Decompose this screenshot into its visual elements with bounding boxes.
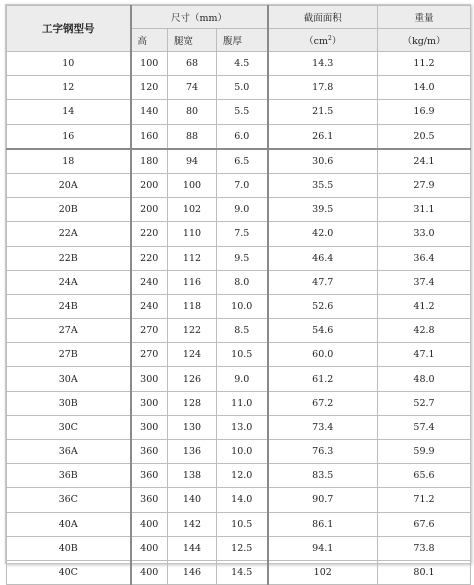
- height-cell: 220: [131, 246, 168, 270]
- table-body: [7, 52, 471, 585]
- area-cell: 39.5: [268, 198, 378, 222]
- weight-cell: 37.4: [378, 270, 471, 294]
- area-cell: 76.3: [268, 440, 378, 464]
- height-cell: 240: [131, 294, 168, 318]
- header-weight: 重量: [378, 6, 471, 29]
- weight-cell: 47.1: [378, 343, 471, 367]
- web-thickness-cell: 5.0: [217, 76, 268, 100]
- header-model: 工字钢型号: [7, 6, 131, 52]
- leg-width-cell: 136: [168, 440, 217, 464]
- web-thickness-cell: 9.0: [217, 367, 268, 391]
- model-cell: 16: [7, 124, 131, 149]
- table-header: [7, 6, 471, 52]
- weight-cell: 11.2: [378, 52, 471, 76]
- table-row: [7, 52, 471, 76]
- web-thickness-cell: 10.5: [217, 343, 268, 367]
- model-cell: 40B: [7, 536, 131, 560]
- table-row: [7, 391, 471, 415]
- weight-cell: 20.5: [378, 124, 471, 149]
- header-web-thickness: 腹厚: [217, 29, 268, 52]
- weight-cell: 73.8: [378, 536, 471, 560]
- height-cell: 270: [131, 319, 168, 343]
- weight-cell: 59.9: [378, 440, 471, 464]
- weight-cell: 31.1: [378, 198, 471, 222]
- leg-width-cell: 112: [168, 246, 217, 270]
- table-row: [7, 415, 471, 439]
- weight-cell: 42.8: [378, 319, 471, 343]
- height-cell: 180: [131, 149, 168, 174]
- model-cell: 14: [7, 100, 131, 124]
- weight-cell: 16.9: [378, 100, 471, 124]
- header-area-unit: $(cm^2)$: [268, 29, 378, 52]
- leg-width-cell: 74: [168, 76, 217, 100]
- weight-cell: 80.1: [378, 560, 471, 584]
- weight-cell: 57.4: [378, 415, 471, 439]
- model-cell: 22B: [7, 246, 131, 270]
- area-cell: 17.8: [268, 76, 378, 100]
- area-cell: 102: [268, 560, 378, 584]
- model-cell: 30B: [7, 391, 131, 415]
- height-cell: 300: [131, 367, 168, 391]
- area-cell: 90.7: [268, 488, 378, 512]
- table-row: [7, 488, 471, 512]
- model-cell: 40A: [7, 512, 131, 536]
- height-cell: 400: [131, 560, 168, 584]
- model-cell: 27B: [7, 343, 131, 367]
- model-cell: 36C: [7, 488, 131, 512]
- weight-cell: 24.1: [378, 149, 471, 174]
- web-thickness-cell: 8.5: [217, 319, 268, 343]
- table-row: [7, 464, 471, 488]
- area-cell: 83.5: [268, 464, 378, 488]
- height-cell: 400: [131, 536, 168, 560]
- weight-cell: 33.0: [378, 222, 471, 246]
- table-row: [7, 149, 471, 174]
- height-cell: 120: [131, 76, 168, 100]
- web-thickness-cell: 7.5: [217, 222, 268, 246]
- height-cell: 200: [131, 173, 168, 197]
- web-thickness-cell: 11.0: [217, 391, 268, 415]
- leg-width-cell: 102: [168, 198, 217, 222]
- weight-cell: 27.9: [378, 173, 471, 197]
- table-row: [7, 560, 471, 584]
- height-cell: 140: [131, 100, 168, 124]
- leg-width-cell: 88: [168, 124, 217, 149]
- model-cell: 30A: [7, 367, 131, 391]
- table-row: [7, 76, 471, 100]
- table-row: [7, 440, 471, 464]
- area-cell: 67.2: [268, 391, 378, 415]
- web-thickness-cell: 14.0: [217, 488, 268, 512]
- web-thickness-cell: 13.0: [217, 415, 268, 439]
- web-thickness-cell: 8.0: [217, 270, 268, 294]
- model-cell: 30C: [7, 415, 131, 439]
- model-cell: 24B: [7, 294, 131, 318]
- web-thickness-cell: 6.0: [217, 124, 268, 149]
- area-cell: 86.1: [268, 512, 378, 536]
- leg-width-cell: 146: [168, 560, 217, 584]
- web-thickness-cell: 7.0: [217, 173, 268, 197]
- web-thickness-cell: 6.5: [217, 149, 268, 174]
- height-cell: 200: [131, 198, 168, 222]
- model-cell: 40C: [7, 560, 131, 584]
- table-row: [7, 294, 471, 318]
- web-thickness-cell: 14.5: [217, 560, 268, 584]
- height-cell: 360: [131, 464, 168, 488]
- height-cell: 300: [131, 391, 168, 415]
- web-thickness-cell: 10.0: [217, 294, 268, 318]
- leg-width-cell: 142: [168, 512, 217, 536]
- area-cell: 46.4: [268, 246, 378, 270]
- model-cell: 36A: [7, 440, 131, 464]
- table-row: [7, 198, 471, 222]
- model-cell: 18: [7, 149, 131, 174]
- web-thickness-cell: 5.5: [217, 100, 268, 124]
- table-row: [7, 246, 471, 270]
- leg-width-cell: 110: [168, 222, 217, 246]
- weight-cell: 65.6: [378, 464, 471, 488]
- area-cell: 54.6: [268, 319, 378, 343]
- i-beam-spec-table: [6, 5, 471, 585]
- model-cell: 24A: [7, 270, 131, 294]
- table-row: [7, 343, 471, 367]
- table-row: [7, 512, 471, 536]
- leg-width-cell: 100: [168, 173, 217, 197]
- height-cell: 360: [131, 488, 168, 512]
- weight-cell: 41.2: [378, 294, 471, 318]
- area-cell: 14.3: [268, 52, 378, 76]
- area-cell: 35.5: [268, 173, 378, 197]
- model-cell: 12: [7, 76, 131, 100]
- model-cell: 20B: [7, 198, 131, 222]
- web-thickness-cell: 12.0: [217, 464, 268, 488]
- table-row: [7, 319, 471, 343]
- header-area: 截面面积: [268, 6, 378, 29]
- height-cell: 270: [131, 343, 168, 367]
- table-row: [7, 270, 471, 294]
- area-cell: 26.1: [268, 124, 378, 149]
- weight-cell: 52.7: [378, 391, 471, 415]
- leg-width-cell: 144: [168, 536, 217, 560]
- height-cell: 400: [131, 512, 168, 536]
- area-cell: 60.0: [268, 343, 378, 367]
- model-cell: 22A: [7, 222, 131, 246]
- leg-width-cell: 118: [168, 294, 217, 318]
- area-cell: 73.4: [268, 415, 378, 439]
- leg-width-cell: 122: [168, 319, 217, 343]
- header-leg-width: 腿宽: [168, 29, 217, 52]
- weight-cell: 14.0: [378, 76, 471, 100]
- weight-cell: 36.4: [378, 246, 471, 270]
- height-cell: 360: [131, 440, 168, 464]
- web-thickness-cell: 10.5: [217, 512, 268, 536]
- leg-width-cell: 138: [168, 464, 217, 488]
- web-thickness-cell: 9.5: [217, 246, 268, 270]
- area-cell: 42.0: [268, 222, 378, 246]
- table-row: [7, 222, 471, 246]
- area-cell: 21.5: [268, 100, 378, 124]
- table-row: [7, 100, 471, 124]
- leg-width-cell: 124: [168, 343, 217, 367]
- web-thickness-cell: 10.0: [217, 440, 268, 464]
- table-row: [7, 173, 471, 197]
- header-weight-unit: （kg/m）: [378, 29, 471, 52]
- table-row: [7, 536, 471, 560]
- web-thickness-cell: 4.5: [217, 52, 268, 76]
- web-thickness-cell: 12.5: [217, 536, 268, 560]
- steel-spec-table-frame: [5, 4, 471, 579]
- area-cell: 61.2: [268, 367, 378, 391]
- area-cell: 52.6: [268, 294, 378, 318]
- height-cell: 220: [131, 222, 168, 246]
- model-cell: 20A: [7, 173, 131, 197]
- weight-cell: 48.0: [378, 367, 471, 391]
- height-cell: 240: [131, 270, 168, 294]
- leg-width-cell: 116: [168, 270, 217, 294]
- height-cell: 160: [131, 124, 168, 149]
- leg-width-cell: 126: [168, 367, 217, 391]
- weight-cell: 67.6: [378, 512, 471, 536]
- leg-width-cell: 130: [168, 415, 217, 439]
- leg-width-cell: 94: [168, 149, 217, 174]
- height-cell: 300: [131, 415, 168, 439]
- model-cell: 10: [7, 52, 131, 76]
- weight-cell: 71.2: [378, 488, 471, 512]
- leg-width-cell: 80: [168, 100, 217, 124]
- area-cell: 94.1: [268, 536, 378, 560]
- model-cell: 36B: [7, 464, 131, 488]
- area-cell: 30.6: [268, 149, 378, 174]
- leg-width-cell: 128: [168, 391, 217, 415]
- header-height: 高: [131, 29, 168, 52]
- height-cell: 100: [131, 52, 168, 76]
- area-cell: 47.7: [268, 270, 378, 294]
- leg-width-cell: 140: [168, 488, 217, 512]
- header-size-group: 尺寸（mm）: [131, 6, 268, 29]
- web-thickness-cell: 9.0: [217, 198, 268, 222]
- table-row: [7, 367, 471, 391]
- leg-width-cell: 68: [168, 52, 217, 76]
- model-cell: 27A: [7, 319, 131, 343]
- table-row: [7, 124, 471, 149]
